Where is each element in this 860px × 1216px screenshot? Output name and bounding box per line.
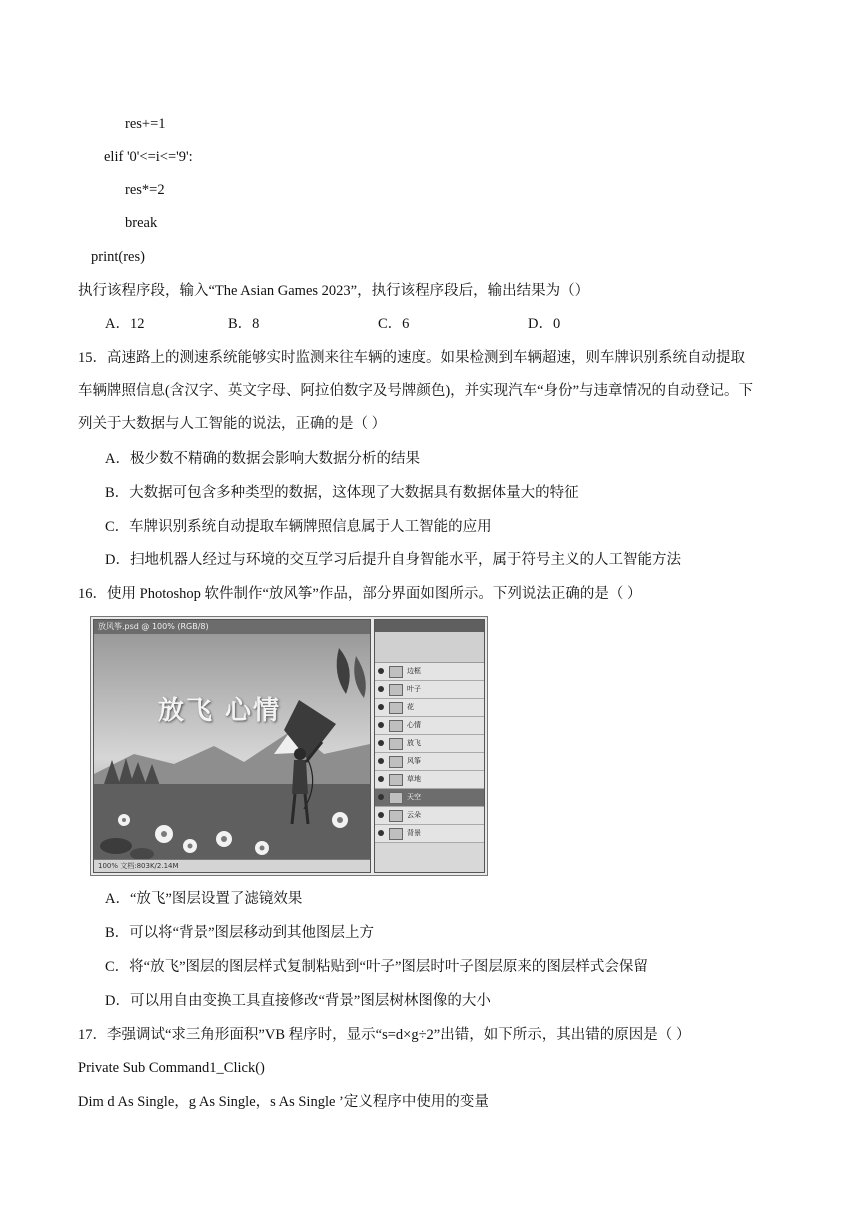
layer-name: 风筝 xyxy=(407,757,421,765)
code-line: print(res) xyxy=(91,249,145,265)
eye-icon[interactable] xyxy=(378,668,384,674)
eye-icon[interactable] xyxy=(378,758,384,764)
q16-option-a: A．“放飞”图层设置了滤镜效果 xyxy=(105,891,303,907)
code-line: Private Sub Command1_Click() xyxy=(78,1060,265,1076)
question-15-stem-line2: 车辆牌照信息(含汉字、英文字母、阿拉伯数字及号牌颜色)，并实现汽车“身份”与违章情况的自动登记。下 xyxy=(78,383,754,399)
q14-option-c: C．6 xyxy=(378,316,410,332)
layer-row[interactable] xyxy=(375,699,484,717)
layer-row[interactable] xyxy=(375,735,484,753)
q15-option-a: A．极少数不精确的数据会影响大数据分析的结果 xyxy=(105,451,420,467)
layer-row[interactable] xyxy=(375,807,484,825)
layer-name: 云朵 xyxy=(407,811,421,819)
layer-name: 花 xyxy=(407,703,414,711)
layer-row[interactable] xyxy=(375,681,484,699)
layer-name: 放飞 xyxy=(407,739,421,747)
layer-row[interactable] xyxy=(375,753,484,771)
layer-row[interactable] xyxy=(375,771,484,789)
question-17-stem: 17．李强调试“求三角形面积”VB 程序时，显示“s=d×g÷2”出错，如下所示，其出错的原因是（ ） xyxy=(78,1027,691,1043)
q15-option-b: B．大数据可包含多种类型的数据，这体现了大数据具有数据体量大的特征 xyxy=(105,485,579,501)
q15-option-d: D．扫地机器人经过与环境的交互学习后提升自身智能水平，属于符号主义的人工智能方法 xyxy=(105,552,681,568)
eye-icon[interactable] xyxy=(378,686,384,692)
layer-thumbnail xyxy=(389,738,403,750)
layers-panel-controls xyxy=(375,632,484,663)
code-line: Dim d As Single，g As Single，s As Single ’定义程序中使用的变量 xyxy=(78,1094,489,1110)
layer-name: 心情 xyxy=(407,721,421,729)
layer-thumbnail xyxy=(389,774,403,786)
code-line: res*=2 xyxy=(125,182,165,198)
question-16-stem: 16．使用 Photoshop 软件制作“放风筝”作品，部分界面如图所示。下列说法正确的是（ ） xyxy=(78,586,642,602)
eye-icon[interactable] xyxy=(378,812,384,818)
eye-icon[interactable] xyxy=(378,722,384,728)
layer-row[interactable] xyxy=(375,789,484,807)
eye-icon[interactable] xyxy=(378,794,384,800)
eye-icon[interactable] xyxy=(378,704,384,710)
layer-thumbnail xyxy=(389,810,403,822)
layers-panel-header xyxy=(375,620,484,632)
layer-row[interactable] xyxy=(375,825,484,843)
question-15-stem-line1: 15．高速路上的测速系统能够实时监测来往车辆的速度。如果检测到车辆超速，则车牌识别系统自动提取 xyxy=(78,350,745,366)
layer-row[interactable] xyxy=(375,717,484,735)
layer-thumbnail xyxy=(389,684,403,696)
eye-icon[interactable] xyxy=(378,776,384,782)
photoshop-screenshot xyxy=(90,616,488,876)
layer-name: 背景 xyxy=(407,829,421,837)
layer-thumbnail xyxy=(389,828,403,840)
document-window xyxy=(93,619,371,873)
status-bar: 100% 文档:803K/2.14M xyxy=(94,859,370,872)
layer-thumbnail xyxy=(389,792,403,804)
code-line: res+=1 xyxy=(125,116,166,132)
layer-thumbnail xyxy=(389,756,403,768)
q14-option-d: D．0 xyxy=(528,316,561,332)
layer-thumbnail xyxy=(389,720,403,732)
q16-option-c: C．将“放飞”图层的图层样式复制粘贴到“叶子”图层时叶子图层原来的图层样式会保留 xyxy=(105,959,648,975)
question-15-stem-line3: 列关于大数据与人工智能的说法，正确的是（ ） xyxy=(78,416,387,432)
layer-thumbnail xyxy=(389,702,403,714)
layers-panel xyxy=(374,619,485,873)
layer-name: 草地 xyxy=(407,775,421,783)
eye-icon[interactable] xyxy=(378,740,384,746)
canvas-text: 放飞 心情 xyxy=(158,696,282,726)
layer-thumbnail xyxy=(389,666,403,678)
code-line: elif '0'<=i<='9': xyxy=(104,149,193,165)
q16-option-d: D．可以用自由变换工具直接修改“背景”图层树林图像的大小 xyxy=(105,993,491,1009)
document-title: 放风筝.psd @ 100% (RGB/8) xyxy=(94,620,370,634)
eye-icon[interactable] xyxy=(378,830,384,836)
layer-row[interactable] xyxy=(375,663,484,681)
q14-option-a: A．12 xyxy=(105,316,145,332)
kite-artwork xyxy=(94,634,370,860)
layer-list xyxy=(375,663,484,843)
code-line: break xyxy=(125,215,158,231)
layer-name: 叶子 xyxy=(407,685,421,693)
layer-name: 天空 xyxy=(407,793,421,801)
q15-option-c: C．车牌识别系统自动提取车辆牌照信息属于人工智能的应用 xyxy=(105,519,492,535)
q14-option-b: B．8 xyxy=(228,316,260,332)
question-14-stem: 执行该程序段，输入“The Asian Games 2023”，执行该程序段后，输出结果为（） xyxy=(78,283,590,299)
q16-option-b: B．可以将“背景”图层移动到其他图层上方 xyxy=(105,925,375,941)
layer-name: 边框 xyxy=(407,667,421,675)
